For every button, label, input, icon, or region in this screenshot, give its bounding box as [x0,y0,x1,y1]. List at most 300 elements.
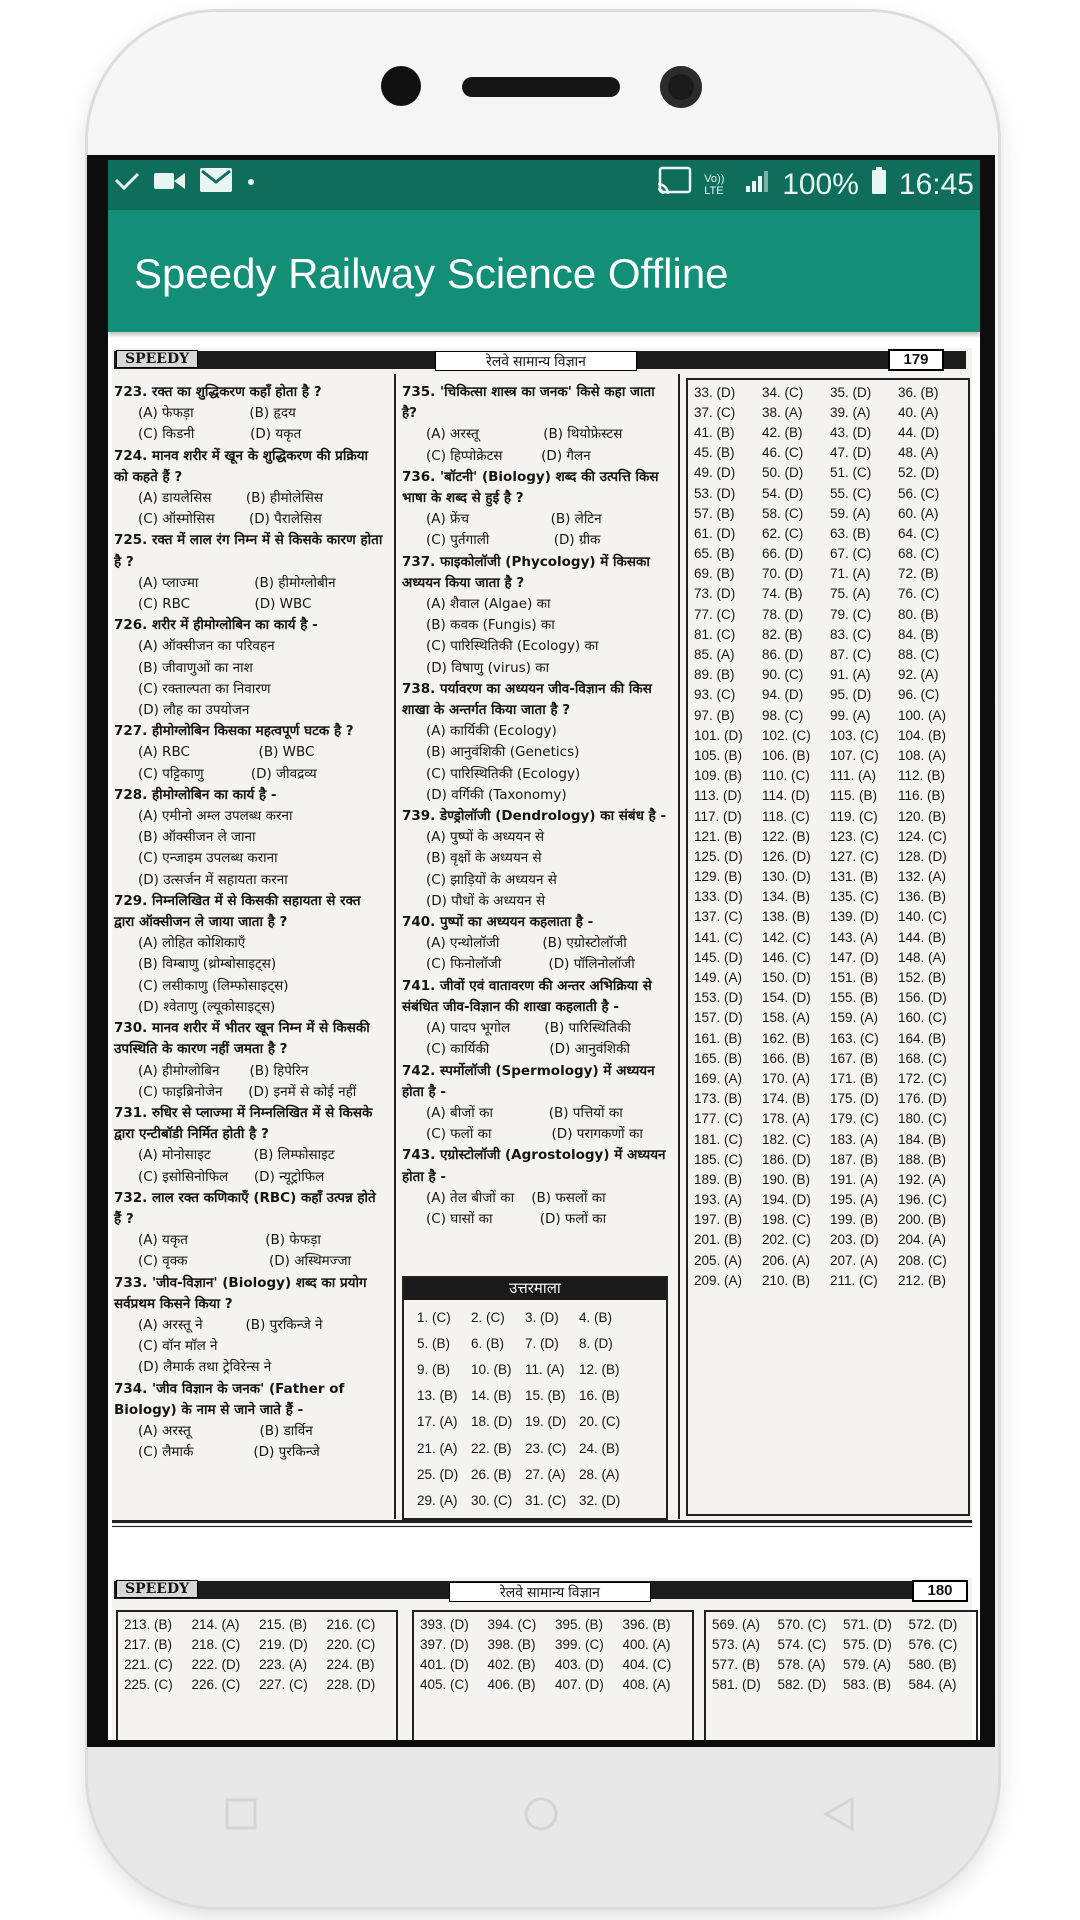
answer-cell: 25. (D) [417,1466,459,1482]
answer-cell: 77. (C) [694,606,736,622]
answer-cell: 78. (D) [762,606,804,622]
answer-cell: 41. (B) [694,424,735,440]
answer-key-title: उत्तरमाला [404,1278,666,1300]
answer-cell: 153. (D) [694,990,743,1006]
answer-cell: 569. (A) [712,1616,761,1632]
answer-row [416,1435,632,1461]
answer-cell: 51. (C) [830,465,872,481]
answer-cell: 579. (A) [843,1656,892,1672]
book-page-180[interactable] [112,1578,972,1740]
option-text: (A) फेफड़ा (B) हृदय [138,405,296,422]
answer-cell: 396. (B) [622,1616,671,1632]
answer-cell: 580. (B) [908,1656,957,1672]
answer-cell: 228. (D) [326,1677,376,1693]
answer-cell: 137. (C) [694,909,743,925]
answer-row [418,1614,688,1634]
answer-cell: 88. (C) [898,647,940,663]
answer-cell: 198. (C) [762,1212,811,1228]
option-text: (D) लौह का उपयोजन [138,702,250,719]
answer-cell: 86. (D) [762,647,804,663]
answer-cell: 207. (A) [830,1252,879,1268]
answer-cell: 406. (B) [487,1677,536,1693]
answer-cell: 395. (B) [555,1616,604,1632]
answer-cell: 136. (B) [898,889,947,905]
answer-cell: 82. (B) [762,626,803,642]
answer-cell: 163. (C) [830,1030,879,1046]
answer-cell: 218. (C) [191,1636,241,1652]
front-camera-icon [660,66,702,108]
answer-cell: 162. (B) [762,1030,811,1046]
answer-cell: 171. (B) [830,1070,879,1086]
signal-icon [744,168,770,202]
answer-row [692,887,964,907]
answer-cell: 175. (D) [830,1091,879,1107]
answer-cell: 106. (B) [762,747,811,763]
option-text: (A) अरस्तू ने (B) पुरकिन्जे ने [138,1316,323,1333]
option-text: (C) किडनी (D) यकृत [138,426,302,443]
answer-cell: 405. (C) [420,1677,469,1693]
answer-cell: 149. (A) [694,970,743,986]
answer-cell: 44. (D) [898,424,940,440]
app-viewport [108,160,980,1740]
answer-cell: 120. (B) [898,808,947,824]
app-title: Speedy Railway Science Offline [134,250,729,297]
answer-cell: 3. (D) [525,1309,559,1325]
question-text: 728. हीमोग्लोबिन का कार्य है - [114,786,277,803]
option-text: (C) पट्टिकाणु (D) जीवद्रव्य [138,765,317,782]
answer-cell: 59. (A) [830,505,871,521]
option-text: (A) एन्थोलॉजी (B) एग्रोस्टोलॉजी [426,935,627,952]
answer-row [692,1109,964,1129]
answer-row [416,1487,632,1513]
answer-cell: 92. (A) [898,667,939,683]
answer-cell: 65. (B) [694,546,735,562]
option-text: (A) लोहित कोशिकाएँ [138,935,246,952]
answer-cell: 222. (D) [191,1656,241,1672]
answer-row [416,1383,632,1409]
answer-cell: 11. (A) [525,1361,565,1377]
answer-cell: 56. (C) [898,485,940,501]
question-text: 726. शरीर में हीमोग्लोबिन का कार्य है - [114,617,318,634]
answer-row [692,382,964,402]
answer-cell: 204. (A) [898,1232,947,1248]
answer-cell: 201. (B) [694,1232,743,1248]
answer-row [692,846,964,866]
page-number: 179 [888,349,944,371]
answer-cell: 113. (D) [694,788,742,804]
answer-cell: 117. (D) [694,808,742,824]
answer-cell: 152. (B) [898,970,947,986]
question-text: 742. स्पर्मोलॉजी (Spermology) में अध्ययन होता है - [402,1062,655,1100]
answer-cell: 85. (A) [694,647,735,663]
option-text: (A) एमीनो अम्ल उपलब्ध करना [138,808,293,825]
column-divider [394,374,396,1519]
option-text: (B) वृक्षों के अध्ययन से [426,850,542,867]
answer-cell: 172. (C) [898,1070,947,1086]
answer-row [692,786,964,806]
answer-cell: 15. (B) [525,1388,566,1404]
answers-column [686,378,970,1516]
answer-cell: 134. (B) [762,889,811,905]
option-text: (C) एन्जाइम उपलब्ध कराना [138,850,278,867]
answer-cell: 57. (B) [694,505,735,521]
answer-cell: 47. (D) [830,445,872,461]
answer-cell: 223. (A) [259,1656,308,1672]
answer-cell: 127. (C) [830,848,879,864]
answer-row [692,1008,964,1028]
answer-row [710,1614,972,1634]
answer-cell: 135. (C) [830,889,879,905]
answer-row [692,584,964,604]
answer-cell: 167. (B) [830,1050,879,1066]
answer-row [692,1250,964,1270]
answer-row [692,766,964,786]
answer-cell: 126. (D) [762,848,811,864]
option-text: (C) हिप्पोक्रेटस (D) गैलन [426,447,591,464]
answer-cell: 181. (C) [694,1131,743,1147]
answer-row [418,1634,688,1654]
answer-cell: 192. (A) [898,1171,947,1187]
answer-cell: 178. (A) [762,1111,811,1127]
answer-cell: 66. (D) [762,546,804,562]
answer-row [692,1089,964,1109]
answer-cell: 80. (B) [898,606,939,622]
answer-cell: 5. (B) [417,1335,451,1351]
answer-row [416,1330,632,1356]
answer-cell: 164. (B) [898,1030,947,1046]
answer-cell: 177. (C) [694,1111,743,1127]
question-text: 740. पुष्पों का अध्ययन कहलाता है - [402,914,594,931]
answer-cell: 154. (D) [762,990,811,1006]
subject-title: रेलवे सामान्य विज्ञान [435,351,637,371]
answer-cell: 394. (C) [487,1616,537,1632]
answer-cell: 27. (A) [525,1466,566,1482]
answer-cell: 119. (C) [830,808,878,824]
answer-cell: 18. (D) [471,1414,513,1430]
answer-cell: 72. (B) [898,566,939,582]
answer-cell: 62. (C) [762,525,804,541]
question-text: 737. फाइकोलॉजी (Phycology) में किसका अध्ययन किया जाता है ? [402,553,650,591]
answer-cell: 103. (C) [830,727,879,743]
answer-cell: 42. (B) [762,424,803,440]
answer-cell: 182. (C) [762,1131,811,1147]
answer-cell: 187. (B) [830,1151,879,1167]
answer-cell: 114. (D) [762,788,810,804]
option-text: (C) फिनोलॉजी (D) पॉलिनोलॉजी [426,956,635,973]
question-column-1 [114,382,384,1463]
question-text: 730. मानव शरीर में भीतर खून निम्न में से किसकी उपस्थिति के कारण नहीं जमता है ? [114,1020,370,1058]
answer-cell: 573. (A) [712,1636,761,1652]
answer-cell: 213. (B) [124,1616,173,1632]
app-bar [108,210,980,332]
answer-cell: 32. (D) [579,1492,621,1508]
answer-cell: 81. (C) [694,626,736,642]
option-text: (A) डायलेसिस (B) हीमोलेसिस [138,490,324,507]
answer-row [416,1356,632,1382]
answer-cell: 49. (D) [694,465,736,481]
answer-cell: 208. (C) [898,1252,947,1268]
answer-cell: 143. (A) [830,929,879,945]
option-text: (D) वर्गिकी (Taxonomy) [426,786,567,803]
answer-row [692,705,964,725]
answer-cell: 105. (B) [694,747,743,763]
answer-cell: 404. (C) [622,1656,672,1672]
answer-cell: 110. (C) [762,768,810,784]
answer-cell: 224. (B) [326,1656,375,1672]
answer-row [122,1675,392,1695]
answer-row [692,988,964,1008]
answer-cell: 214. (A) [191,1616,240,1632]
answer-cell: 141. (C) [694,929,743,945]
page-bottom-rule-thin [112,1526,972,1527]
dot-icon [246,166,256,200]
answer-cell: 574. (C) [777,1636,827,1652]
answer-cell: 572. (D) [908,1616,958,1632]
video-icon [154,166,186,200]
answer-cell: 36. (B) [898,384,939,400]
answer-row [692,967,964,987]
option-text: (A) RBC (B) WBC [138,744,315,761]
answer-cell: 31. (C) [525,1492,567,1508]
answer-cell: 227. (C) [259,1677,308,1693]
clock: 16:45 [898,168,974,201]
answer-cell: 403. (D) [555,1656,604,1672]
answer-cell: 54. (D) [762,485,804,501]
answer-row [692,826,964,846]
option-text: (B) आनुवंशिकी (Genetics) [426,744,580,761]
option-text: (C) ऑस्मोसिस (D) पैरालेसिस [138,511,322,528]
answer-cell: 9. (B) [417,1361,451,1377]
answer-cell: 200. (B) [898,1212,947,1228]
answer-cell: 125. (D) [694,848,743,864]
answer-cell: 210. (B) [762,1272,811,1288]
question-text: 732. लाल रक्त कणिकाएँ (RBC) कहाँ उत्पन्न होते हैं ? [114,1189,376,1227]
answer-row [710,1654,972,1674]
answer-cell: 69. (B) [694,566,735,582]
option-text: (C) वृक्क (D) अस्थिमज्जा [138,1253,351,1270]
option-text: (C) लसीकाणु (लिम्फोसाइट्स) [138,977,289,994]
answer-row [692,1210,964,1230]
answer-cell: 40. (A) [898,404,939,420]
option-text: (C) घासों का (D) फलों का [426,1210,607,1227]
book-page-179[interactable] [112,348,972,1528]
answer-cell: 10. (B) [471,1361,512,1377]
answer-cell: 34. (C) [762,384,804,400]
answer-cell: 70. (D) [762,566,804,582]
answer-cell: 83. (C) [830,626,872,642]
square-icon[interactable] [224,1796,258,1841]
answer-cell: 212. (B) [898,1272,947,1288]
answer-cell: 28. (A) [579,1466,620,1482]
answer-cell: 12. (B) [579,1361,620,1377]
answer-cell: 13. (B) [417,1388,458,1404]
answer-cell: 124. (C) [898,828,947,844]
answer-row [692,685,964,705]
option-text: (C) झाड़ियों के अध्ययन से [426,871,557,888]
battery-percent: 100% [782,168,859,201]
answer-cell: 400. (A) [622,1636,671,1652]
page-bottom-rule [112,1520,972,1523]
answer-cell: 96. (C) [898,687,940,703]
question-text: 729. निम्नलिखित में से किसकी सहायता से रक्त द्वारा ऑक्सीजन ले जाया जाता है ? [114,892,361,931]
answer-cell: 89. (B) [694,667,735,683]
answer-cell: 2. (C) [471,1309,505,1325]
answer-cell: 157. (D) [694,1010,743,1026]
option-text: (D) लैमार्क तथा ट्रेविरेन्स ने [138,1359,272,1376]
answer-cell: 584. (A) [908,1677,957,1693]
option-text: (A) मोनोसाइट (B) लिम्फोसाइट [138,1147,335,1164]
option-text: (A) ऑक्सीजन का परिवहन [138,638,275,655]
brand-label: SPEEDY [116,350,198,368]
answer-cell: 176. (D) [898,1091,947,1107]
answer-cell: 19. (D) [525,1414,567,1430]
question-column-2 [402,382,670,1230]
answer-cell: 67. (C) [830,546,872,562]
answer-row [692,745,964,765]
answer-cell: 16. (B) [579,1388,620,1404]
answer-cell: 22. (B) [471,1440,512,1456]
option-text: (C) वॉन मॉल ने [138,1338,218,1355]
answer-cell: 55. (C) [830,485,872,501]
answer-cell: 189. (B) [694,1171,743,1187]
answer-cell: 73. (D) [694,586,736,602]
option-text: (C) पारिस्थितिकी (Ecology) [426,765,581,782]
question-text: 727. हीमोग्लोबिन किसका महत्वपूर्ण घटक है ? [114,723,354,740]
answers-table [692,382,964,1290]
answer-row [692,483,964,503]
answer-row [692,544,964,564]
page-number: 180 [912,1580,968,1602]
answer-cell: 209. (A) [694,1272,743,1288]
answer-cell: 76. (C) [898,586,940,602]
option-text: (A) फ्रेंच (B) लेटिन [426,511,602,528]
answer-cell: 64. (C) [898,525,940,541]
answer-cell: 98. (C) [762,707,804,723]
answer-cell: 397. (D) [420,1636,469,1652]
answer-cell: 17. (A) [417,1414,458,1430]
answer-row [692,1169,964,1189]
answer-row [692,1190,964,1210]
answer-row [692,402,964,422]
question-text: 734. 'जीव विज्ञान के जनक' (Father of Biology) के नाम से जाने जाते हैं - [114,1380,345,1418]
answer-cell: 123. (C) [830,828,879,844]
answer-cell: 75. (A) [830,586,871,602]
option-text: (C) पुर्तगाली (D) ग्रीक [426,532,601,549]
option-text: (A) पादप भूगोल (B) पारिस्थितिकी [426,1020,631,1037]
answer-cell: 194. (D) [762,1192,811,1208]
answer-cell: 104. (B) [898,727,947,743]
option-text: (B) जीवाणुओं का नाश [138,659,253,676]
answer-cell: 53. (D) [694,485,736,501]
cast-icon [656,166,692,204]
answer-cell: 43. (D) [830,424,872,440]
answer-cell: 168. (C) [898,1050,947,1066]
answer-cell: 29. (A) [417,1492,458,1508]
answer-row [122,1654,392,1674]
answer-cell: 8. (D) [579,1335,613,1351]
option-text: (B) विम्बाणु (थ्रोम्बोसाइट्स) [138,956,277,973]
answer-cell: 221. (C) [124,1656,173,1672]
option-text: (C) कार्यिकी (D) आनुवंशिकी [426,1041,630,1058]
answer-cell: 115. (B) [830,788,878,804]
answer-cell: 173. (B) [694,1091,743,1107]
nav-bar [87,1748,995,1908]
answer-cell: 151. (B) [830,970,879,986]
question-text: 733. 'जीव-विज्ञान' (Biology) शब्द का प्रयोग सर्वप्रथम किसने किया ? [114,1274,367,1312]
answer-cell: 52. (D) [898,465,940,481]
answer-cell: 60. (A) [898,505,939,521]
answer-cell: 205. (A) [694,1252,743,1268]
answer-cell: 582. (D) [777,1677,827,1693]
answer-row [692,907,964,927]
answer-row [692,624,964,644]
answer-cell: 24. (B) [579,1440,620,1456]
answer-cell: 402. (B) [487,1656,536,1672]
answer-row [692,422,964,442]
answer-row [692,806,964,826]
answer-cell: 35. (D) [830,384,872,400]
circle-icon[interactable] [523,1796,559,1842]
option-text: (C) इसोसिनोफिल (D) न्यूट्रोफिल [138,1168,325,1185]
option-text: (D) उत्सर्जन में सहायता करना [138,871,288,888]
answer-row [692,503,964,523]
option-text: (B) कवक (Fungis) का [426,617,555,634]
answer-key-table [416,1304,632,1514]
answer-cell: 48. (A) [898,445,939,461]
answer-cell: 226. (C) [191,1677,241,1693]
earpiece-speaker [462,77,620,97]
answer-cell: 139. (D) [830,909,879,925]
answer-cell: 121. (B) [694,828,743,844]
option-text: (A) अरस्तू (B) थियोफ्रेस्टस [426,426,623,443]
subject-title: रेलवे सामान्य विज्ञान [449,1582,651,1602]
answer-cell: 102. (C) [762,727,811,743]
answer-cell: 1. (C) [417,1309,451,1325]
answer-cell: 196. (C) [898,1192,947,1208]
option-text: (C) RBC (D) WBC [138,596,312,613]
triangle-back-icon[interactable] [822,1796,856,1842]
question-text: 725. रक्त में लाल रंग निम्न में से किसके कारण होता है ? [114,532,383,570]
answer-cell: 146. (C) [762,949,811,965]
answer-cell: 225. (C) [124,1677,173,1693]
answer-row [416,1409,632,1435]
answer-cell: 108. (A) [898,747,947,763]
answer-cell: 94. (D) [762,687,804,703]
answer-cell: 578. (A) [777,1656,826,1672]
answer-cell: 45. (B) [694,445,735,461]
answer-cell: 71. (A) [830,566,871,582]
answer-cell: 184. (B) [898,1131,947,1147]
answer-row [692,665,964,685]
option-text: (A) यकृत (B) फेफड़ा [138,1232,321,1249]
answer-cell: 147. (D) [830,949,879,965]
answer-cell: 166. (B) [762,1050,811,1066]
answer-row [692,1129,964,1149]
answer-cell: 407. (D) [555,1677,604,1693]
answer-cell: 190. (B) [762,1171,811,1187]
answer-row [122,1614,392,1634]
answer-row [692,1068,964,1088]
answer-cell: 165. (B) [694,1050,743,1066]
answer-cell: 132. (A) [898,869,947,885]
answer-cell: 142. (C) [762,929,811,945]
question-text: 736. 'बॉटनी' (Biology) शब्द की उत्पत्ति किस भाषा के शब्द से हुई है ? [402,468,659,507]
answer-cell: 197. (B) [694,1212,743,1228]
answer-cell: 195. (A) [830,1192,879,1208]
answer-cell: 145. (D) [694,949,743,965]
answers-column-3 [704,1610,978,1740]
answer-cell: 100. (A) [898,707,947,723]
